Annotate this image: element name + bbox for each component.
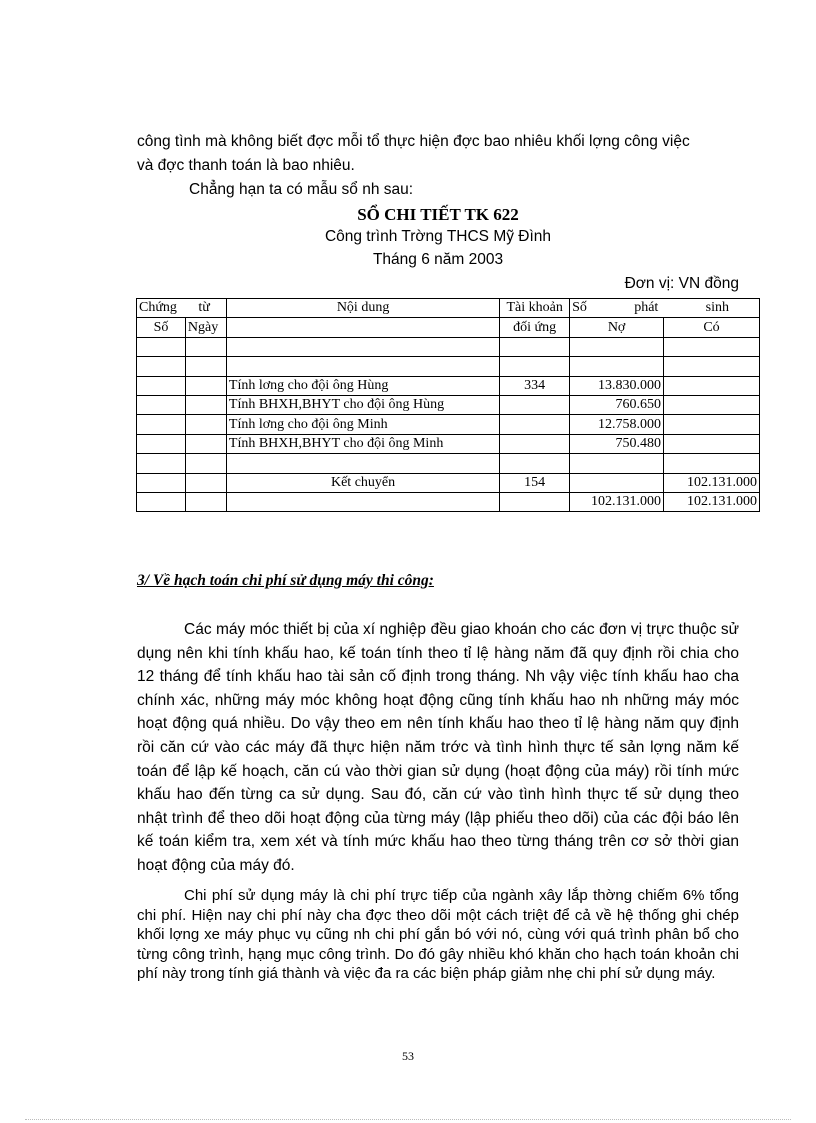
ledger-period: Tháng 6 năm 2003	[372, 251, 504, 268]
intro-line-2: và đợc thanh toán là bao nhiêu.	[137, 157, 355, 174]
table-row: Tính BHXH,BHYT cho đội ông Hùng 760.650	[137, 395, 760, 414]
header-ngay: Ngày	[185, 318, 226, 337]
table-row	[137, 454, 760, 473]
header-doi-ung: đối ứng	[500, 318, 570, 337]
header-no: Nợ	[570, 318, 664, 337]
ledger-table	[136, 298, 760, 512]
page-bottom-rule	[25, 1119, 791, 1120]
header-tai-khoan: Tài khoản	[500, 299, 570, 318]
table-row: Kết chuyển 154 102.131.000	[137, 473, 760, 492]
table-row	[137, 357, 760, 376]
header-noi-dung: Nội dung	[226, 299, 499, 318]
ledger-title: SỔ CHI TIẾT TK 622	[357, 205, 519, 224]
ledger-header-row-2	[137, 318, 760, 337]
table-row: Tính BHXH,BHYT cho đội ông Minh 750.480	[137, 434, 760, 453]
table-row: 102.131.000 102.131.000	[137, 492, 760, 511]
page-number: 53	[402, 1049, 414, 1063]
table-row: Tính lơng cho đội ông Hùng 334 13.830.000	[137, 376, 760, 395]
header-chung-tu: Chứng từ	[137, 299, 227, 318]
header-so: Số	[137, 318, 186, 337]
table-row: Tính lơng cho đội ông Minh 12.758.000	[137, 415, 760, 434]
intro-line-3: Chẳng hạn ta có mẫu sổ nh sau:	[189, 181, 414, 198]
header-blank	[226, 318, 499, 337]
ledger-header-row-1	[137, 299, 760, 318]
section-heading: 3/ Về hạch toán chi phí sử dụng máy thi công:	[137, 572, 434, 589]
ledger-unit: Đơn vị: VN đồng	[624, 275, 739, 292]
body-paragraph-1: Các máy móc thiết bị của xí nghiệp đều giao khoán cho các đơn vị trực thuộc sử dụng nên khi tính khấu hao, kế toán tính theo tỉ lệ hàng năm đã quy định rồi chia cho 12 tháng để tính khấu hao tài sản cố định trong tháng. Nh vậy việc tính khấu hao cha chính xác, những máy móc không hoạt động cũng tính khấu hao nh những máy móc hoạt động quá nhiều. Do vậy theo em nên tính khấu hao theo tỉ lệ hàng năm quy định rồi căn cứ vào các máy đã thực hiện năm trớc và tình hình thực tế sản lợng năm kế toán để lập kế hoạch, căn cú vào thời gian sử dụng (hoạt động của máy) rồi tính mức khấu hao đến từng ca sử dụng. Sau đó, căn cứ vào tình hình thực tế sử dụng theo nhật trình để theo dõi hoạt động của từng máy (lập phiếu theo dõi) của các đội báo lên kế toán kiểm tra, xem xét và tính mức khấu hao theo từng tháng trên cơ sở thời gian hoạt động của máy đó.	[137, 621, 739, 874]
ledger-subtitle: Công trình Trờng THCS Mỹ Đình	[324, 228, 552, 245]
body-paragraph-2: Chi phí sử dụng máy là chi phí trực tiếp của ngành xây lắp thờng chiếm 6% tổng chi phí. Hiện nay chi phí này cha đợc theo dõi một cách triệt để cả về hệ thống ghi chép khối lợng xe máy phục vụ cũng nh chi phí gắn bó với nó, cùng với quá trình phân bổ cho từng công trình, hạng mục công trình. Do đó gây nhiều khó khăn cho hạch toán khoản chi phí này trong tính giá thành và việc đa ra các biện pháp giảm nhẹ chi phí sử dụng máy.	[137, 887, 739, 982]
intro-line-1: công tình mà không biết đợc mỗi tổ thực hiện đợc bao nhiêu khối lợng công việc	[137, 133, 690, 150]
header-so-phat-sinh: Số phát sinh	[570, 299, 760, 318]
table-row	[137, 337, 760, 356]
header-co: Có	[664, 318, 760, 337]
